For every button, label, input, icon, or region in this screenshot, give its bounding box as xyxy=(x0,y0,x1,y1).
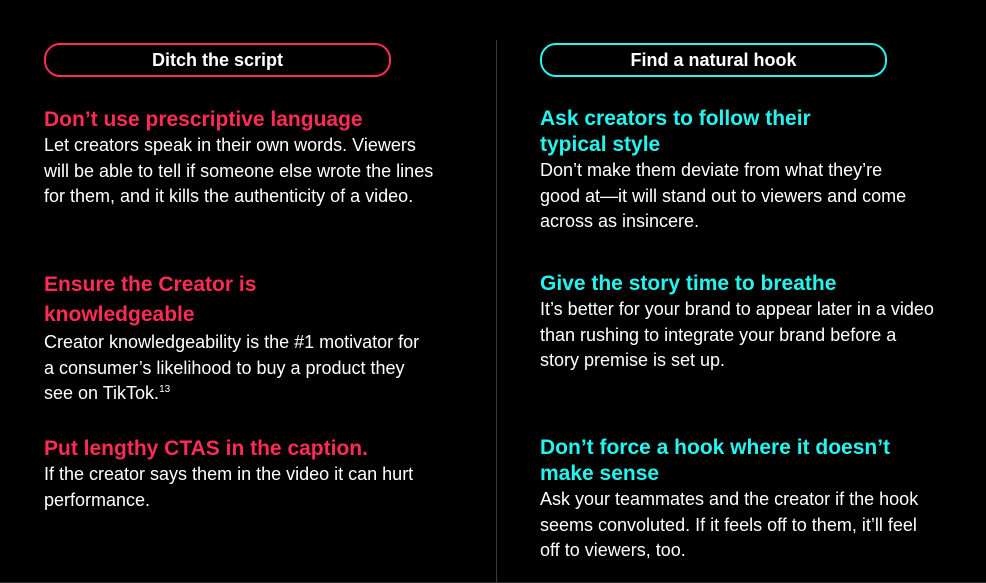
column-divider xyxy=(496,40,497,583)
ditch-the-script-title: Ditch the script xyxy=(44,43,391,77)
section-story-time xyxy=(540,270,940,374)
section-knowledgeable-creator xyxy=(44,270,444,407)
section-heading: Ensure the Creator is knowledgeable xyxy=(44,273,257,326)
section-heading: Ask creators to follow their typical style xyxy=(540,107,811,156)
section-heading: Give the story time to breathe xyxy=(540,272,837,295)
section-body-text: Creator knowledgeability is the #1 motivator for a consumer’s likelihood to buy a product they see on TikTok. xyxy=(44,332,420,403)
section-body: Let creators speak in their own words. Viewers will be able to tell if someone else wrote the lines for them, and it kills the authenticity of a video. xyxy=(44,135,434,206)
right-column xyxy=(540,0,940,583)
section-body xyxy=(44,330,429,407)
section-body: Don’t make them deviate from what they’re good at—it will stand out to viewers and come across as insincere. xyxy=(540,160,907,231)
left-column xyxy=(44,0,444,583)
section-lengthy-ctas xyxy=(44,435,444,513)
section-body: Ask your teammates and the creator if the hook seems convoluted. If it feels off to them, it’ll feel off to viewers, too. xyxy=(540,489,919,560)
section-body: It’s better for your brand to appear later in a video than rushing to integrate your brand before a story premise is set up. xyxy=(540,299,934,370)
section-prescriptive-language xyxy=(44,106,444,210)
section-typical-style xyxy=(540,106,940,235)
section-heading: Don’t force a hook where it doesn’t make sense xyxy=(540,436,891,485)
section-body: If the creator says them in the video it can hurt performance. xyxy=(44,464,414,510)
section-heading: Put lengthy CTAS in the caption. xyxy=(44,437,368,460)
section-heading: Don’t use prescriptive language xyxy=(44,108,363,131)
find-a-natural-hook-title: Find a natural hook xyxy=(540,43,887,77)
section-forced-hook xyxy=(540,435,940,564)
footnote-marker: 13 xyxy=(159,384,171,395)
